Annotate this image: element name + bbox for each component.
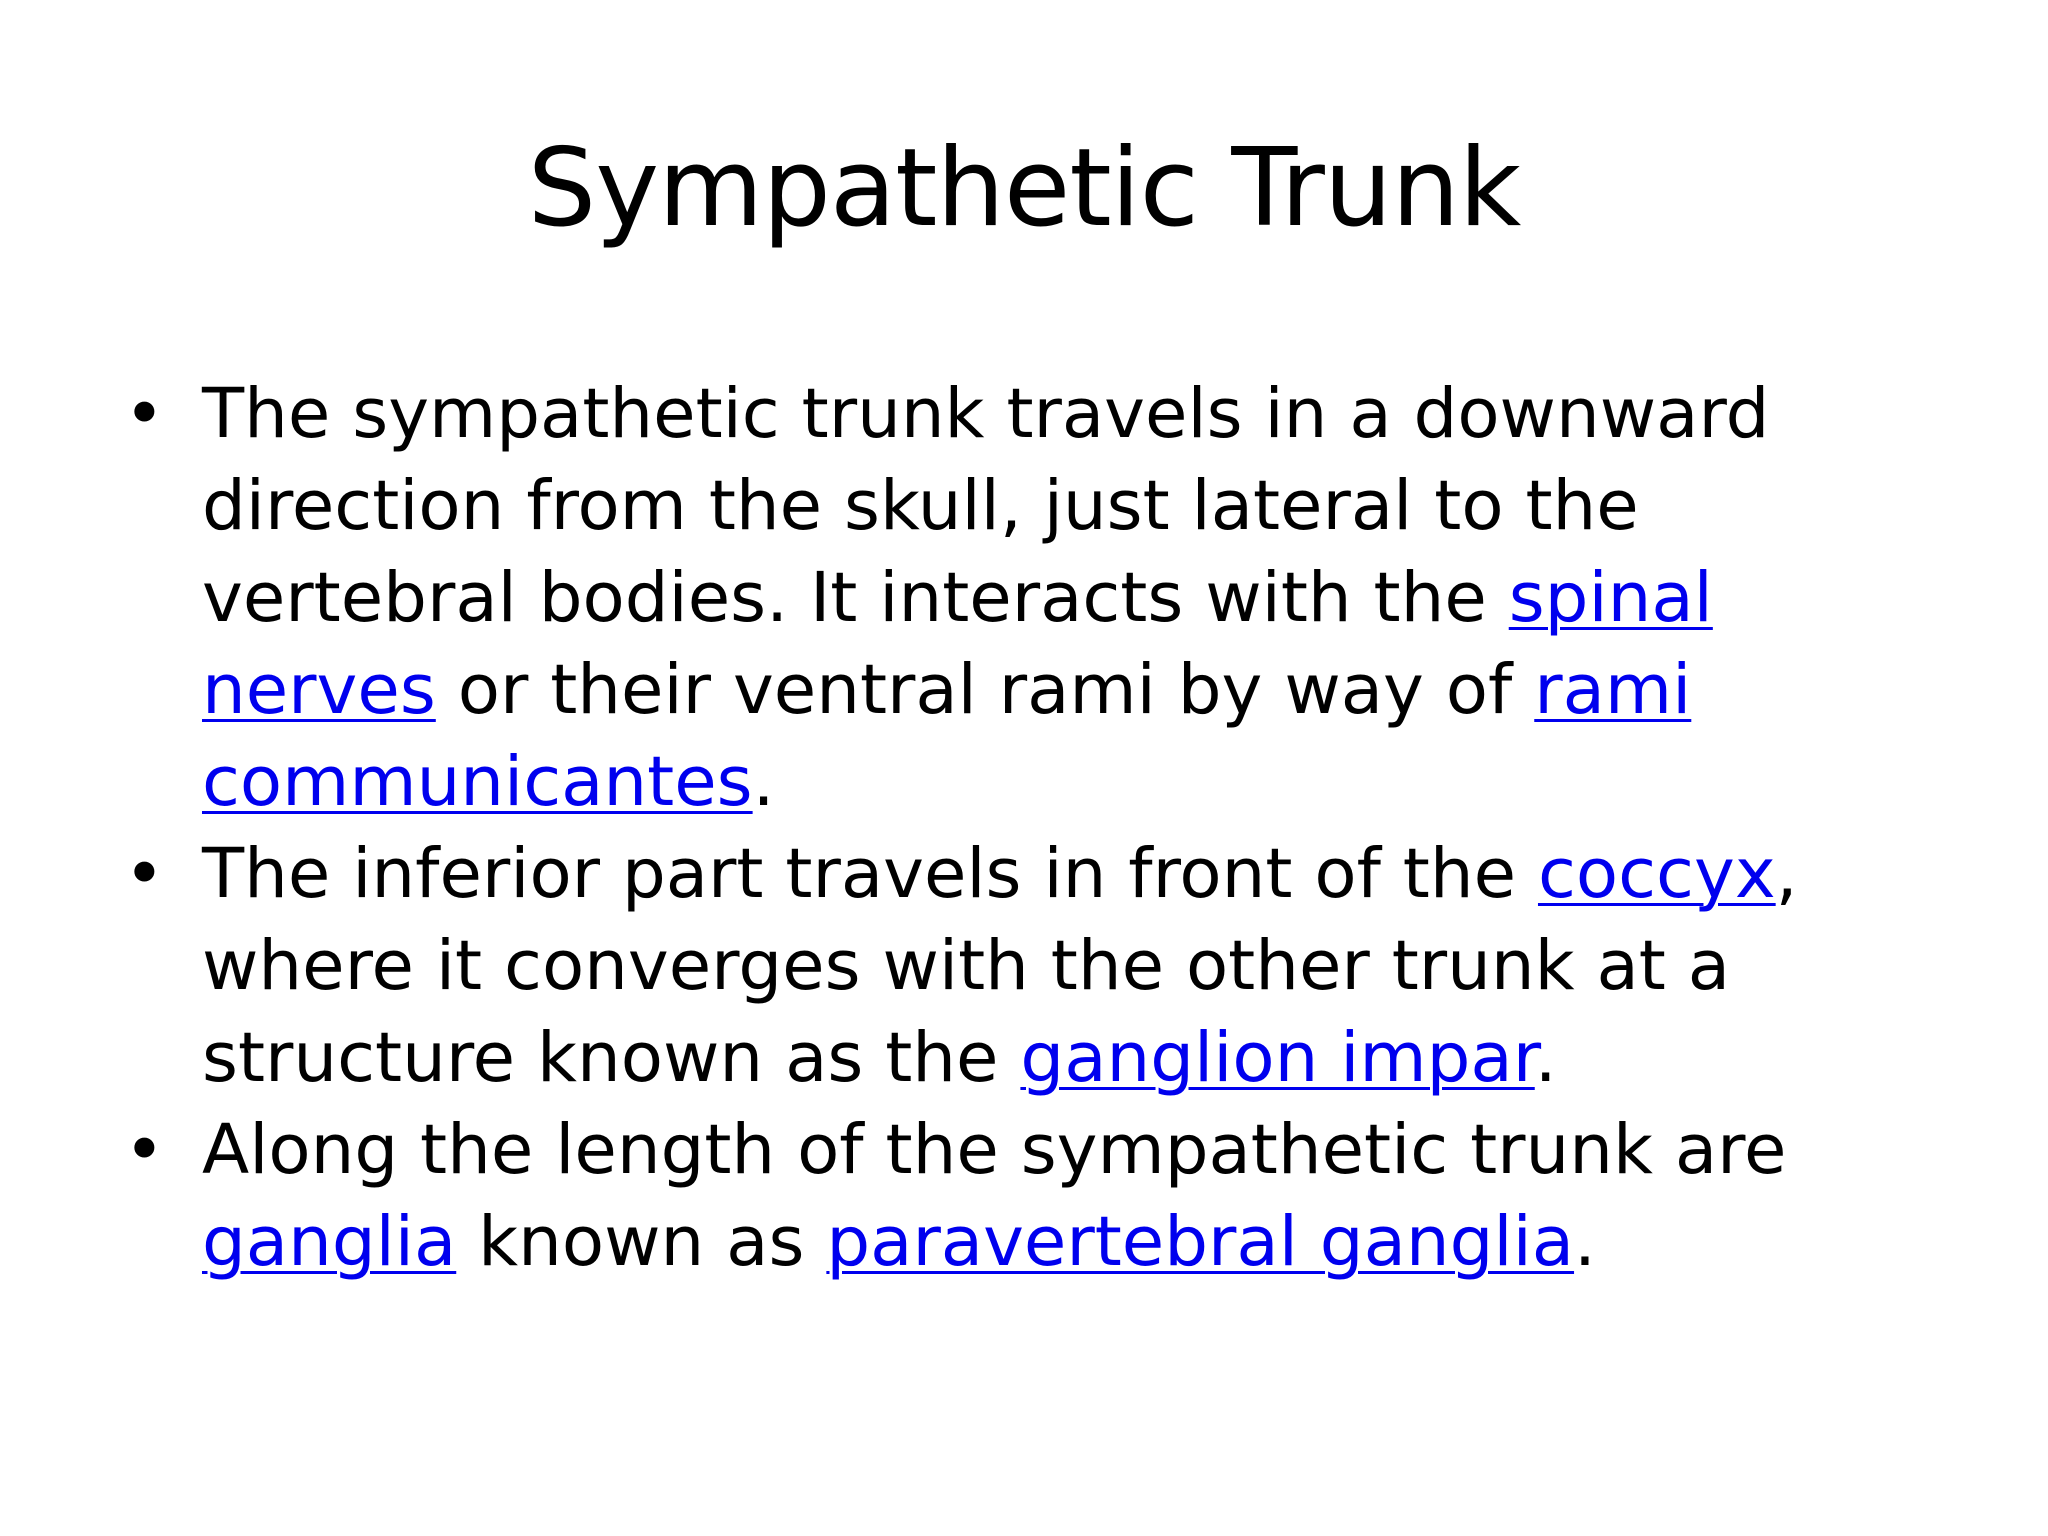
link-ganglia[interactable]: ganglia (202, 1202, 457, 1282)
link-rami-communicantes[interactable]: rami communicantes (202, 650, 1692, 822)
bullet-marker: • (124, 1110, 165, 1190)
bullet-marker: • (124, 834, 165, 914)
link-paravertebral-ganglia[interactable]: paravertebral ganglia (826, 1202, 1575, 1282)
bullet-text: . (752, 742, 775, 822)
bullet-list (120, 368, 1900, 1288)
bullet-text: . (1534, 1018, 1557, 1098)
bullet-text: The inferior part travels in front of the (202, 834, 1538, 914)
link-spinal-nerves[interactable]: spinal nerves (202, 558, 1713, 730)
bullet-marker: • (124, 374, 165, 454)
bullet-text: or their ventral rami by way of (435, 650, 1535, 730)
link-coccyx[interactable]: coccyx (1537, 834, 1776, 914)
bullet-text: The sympathetic trunk travels in a downward direction from the skull, just lateral to the vertebral bodies. It interacts with the (202, 374, 1770, 638)
bullet-item-3 (120, 1104, 1900, 1288)
bullet-text: . (1574, 1202, 1596, 1282)
bullet-text: known as (456, 1202, 827, 1282)
bullet-item-1 (120, 368, 1900, 828)
slide-title: Sympathetic Trunk (527, 126, 1521, 251)
link-ganglion-impar[interactable]: ganglion impar (1020, 1018, 1535, 1098)
bullet-text: Along the length of the sympathetic trunk are (202, 1110, 1787, 1190)
bullet-item-2 (120, 828, 1900, 1104)
bullet-text: , where it converges with the other trunk at a structure known as the (202, 834, 1798, 1098)
